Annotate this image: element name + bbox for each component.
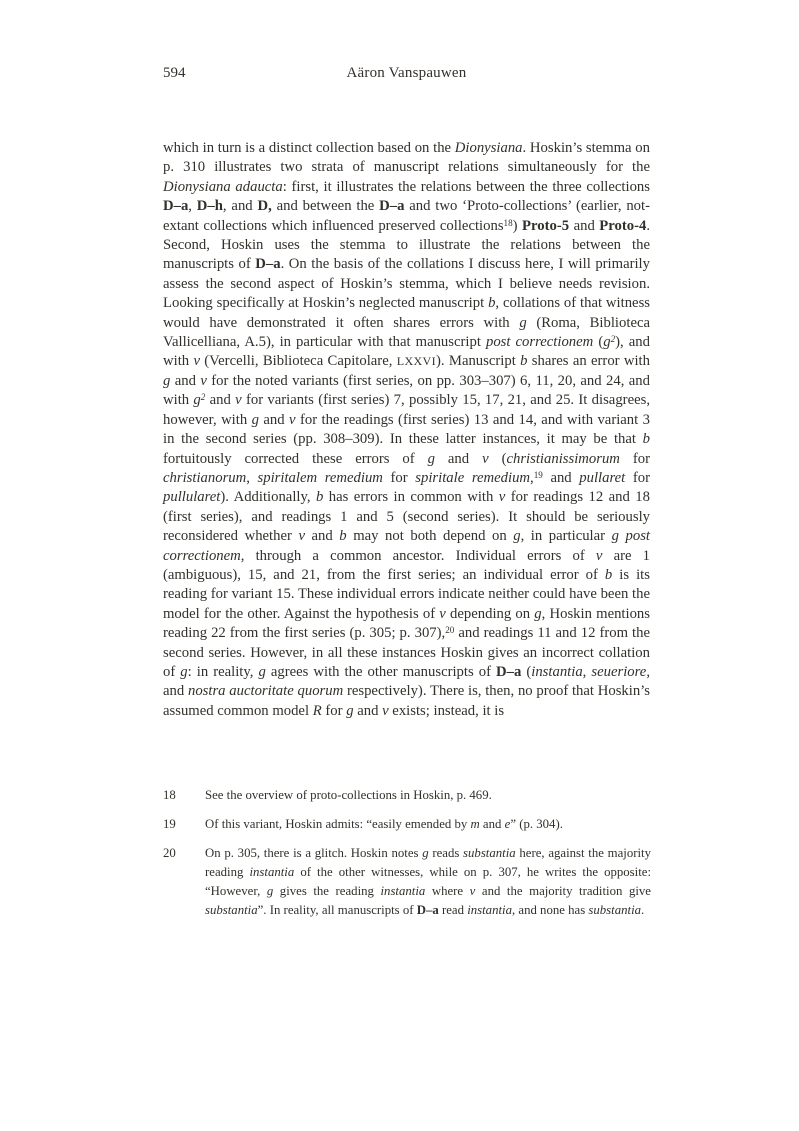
running-title: Aäron Vanspauwen (346, 65, 467, 81)
page-number: 594 (163, 65, 186, 81)
footnote-text: Of this variant, Hoskin admits: “easily emended by m and e” (p. 304). (205, 816, 563, 831)
page-header (163, 64, 650, 82)
footnote-number: 19 (163, 816, 176, 831)
footnote-marker: 18 (503, 217, 513, 228)
footnote-marker: 2 (610, 333, 616, 344)
footnote-marker: 19 (533, 469, 543, 480)
footnote-text: On p. 305, there is a glitch. Hoskin notes g reads substantia here, against the majority reading instantia of the other witnesses, while on p. 307, he writes the opposite: “However, g gives the reading instantia where v and the majority tradition give substantia”. In reality, all manuscripts of D–a read instantia, and none has substantia. (205, 845, 652, 917)
footnote-number: 20 (163, 845, 176, 860)
footnote-marker: 2 (200, 392, 206, 403)
body-text (163, 139, 650, 721)
footnote-marker: 20 (445, 625, 455, 636)
footnote-item (163, 786, 651, 805)
body-paragraph: which in turn is a distinct collection based on the Dionysiana. Hoskin’s stemma on p. 310 illustrates two strata of manuscript relations simultaneously for the Dionysiana adaucta: first, it illustrates the relations between the three collections D–a, D–h, and D, and between the D–a and two ‘Proto-collections’ (earlier, not-extant collections which influenced preserved collections$^{18}$) Proto-5 and Proto-4. Second, Hoskin uses the stemma to illustrate the relations between the manuscripts of D–a. On the basis of the collations I discuss here, I will primarily assess the second aspect of Hoskin’s stemma, which I believe needs revision. Looking specifically at Hoskin’s neglected manuscript b, collations of that witness would have demonstrated it often shares errors with g (Roma, Biblioteca Vallicelliana, A.5), in particular with that manuscript post correctionem $(g^2)$, and with v (Vercelli, Biblioteca Capitolare, LXXVI). Manuscript b shares an error with g and v for the noted variants (first series, on pp. 303–307) 6, 11, 20, and 24, and with $g^2$ and v for variants (first series) 7, possibly 15, 17, 21, and 25. It disagrees, however, with g and v for the readings (first series) 13 and 14, and with variant 3 in the second series (pp. 308–309). In these latter instances, it may be that b fortuitously corrected these errors of g and v (christianissimorum for christianorum, spiritalem remedium for spiritale remedium,$^{19}$ and pullaret for pullularet). Additionally, b has errors in common with v for readings 12 and 18 (first series), and readings 1 and 5 (second series). It should be seriously reconsidered whether v and b may not both depend on g, in particular g post correctionem, through a common ancestor. Individual errors of v are 1 (ambiguous), 15, and 21, from the first series; an individual error of b is its reading for variant 15. These individual errors indicate neither could have been the model for the other. Against the hypothesis of v depending on g, Hoskin mentions reading 22 from the first series (p. 305; p. 307),$^{20}$ and readings 11 and 12 from the second series. However, in all these instances Hoskin gives an incorrect collation of g: in reality, g agrees with the other manuscripts of D–a (instantia, seueriore, and nostra auctoritate quorum respectively). There is, then, no proof that Hoskin’s assumed common model R for g and v exists; instead, it is (163, 140, 650, 719)
footnote-text: See the overview of proto-collections in Hoskin, p. 469. (205, 788, 492, 802)
footnote-item (163, 815, 651, 834)
footnote-item (163, 844, 651, 920)
footnotes-section (163, 786, 651, 929)
footnote-number: 18 (163, 788, 176, 802)
